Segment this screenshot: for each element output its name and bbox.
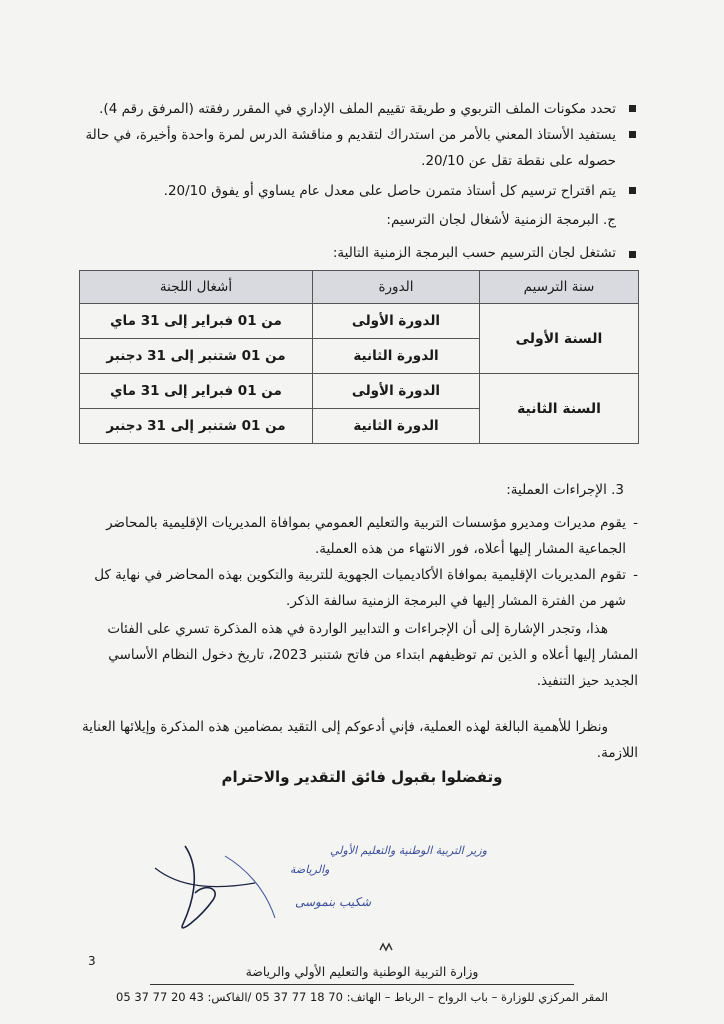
session-cell: الدورة الأولى	[313, 304, 480, 339]
bullet-item	[78, 96, 638, 122]
signature-stroke	[225, 856, 275, 918]
session-cell: الدورة الثانية	[313, 409, 480, 444]
footer-divider	[150, 984, 574, 985]
page-number: 3	[88, 954, 96, 968]
table-intro	[333, 245, 638, 261]
square-bullet-icon	[629, 105, 636, 112]
bullet-item	[78, 178, 638, 204]
period-cell: من 01 فبراير إلى 31 ماي	[80, 304, 313, 339]
table-row	[80, 374, 639, 409]
procedure-item	[78, 562, 638, 614]
paragraph-importance: ونظرا للأهمية البالغة لهذه العملية، فإني أدعوكم إلى التقيد بمضامين هذه المذكرة وإيلائها العناية اللازمة.	[82, 719, 638, 761]
procedure-item	[78, 510, 638, 562]
footer-ministry-name: وزارة التربية الوطنية والتعليم الأولي والرياضة	[245, 964, 479, 979]
period-cell: من 01 شتنبر إلى 31 دجنبر	[80, 339, 313, 374]
bullet-item	[78, 122, 638, 174]
signature-title-line1: وزير التربية الوطنية والتعليم الأولي	[330, 844, 487, 857]
header-session: الدورة	[313, 271, 480, 304]
bullet-text: يتم اقتراح ترسيم كل أستاذ متمرن حاصل على معدل عام يساوي أو يفوق 20/10.	[163, 183, 616, 199]
paragraph-scope: هذا، وتجدر الإشارة إلى أن الإجراءات و التدابير الواردة في هذه المذكرة تسري على الفئات المشار إليها أعلاه و الذين تم توظيفهم ابتداء من فاتح شتنبر 2023، تاريخ دخول النظام الأساسي الجديد حيز التنفيذ.	[107, 621, 638, 689]
signature-stamp	[125, 828, 487, 938]
session-cell: الدورة الثانية	[313, 339, 480, 374]
procedures-list	[78, 510, 638, 614]
table-row	[80, 304, 639, 339]
table-intro-text: تشتغل لجان الترسيم حسب البرمجة الزمنية التالية:	[332, 245, 616, 261]
footer-address: المقر المركزي للوزارة – باب الرواح – الرباط – الهاتف: 70 18 77 37 05 /الفاكس: 43 20 77 37 05	[116, 990, 608, 1004]
bullet-list	[78, 96, 638, 204]
year-cell: السنة الثانية	[480, 374, 639, 444]
bullet-text: تحدد مكونات الملف التربوي و طريقة تقييم الملف الإداري في المقرر رفقته (المرفق رقم 4).	[99, 101, 616, 117]
signature-title-line2: والرياضة	[290, 863, 330, 876]
dash-bullet-icon: -	[633, 515, 638, 531]
procedure-text: تقوم المديريات الإقليمية بموافاة الأكاديميات الجهوية للتربية والتكوين بهذه المحاضر في نهاية كل شهر من الفترة المشار إليها في البرمجة الزمنية سالفة الذكر.	[94, 567, 626, 609]
year-cell: السنة الأولى	[480, 304, 639, 374]
header-year: سنة الترسيم	[480, 271, 639, 304]
schedule-subheading: ج. البرمجة الزمنية لأشغال لجان الترسيم:	[386, 212, 616, 228]
period-cell: من 01 فبراير إلى 31 ماي	[80, 374, 313, 409]
square-bullet-icon	[629, 131, 636, 138]
session-cell: الدورة الأولى	[313, 374, 480, 409]
section-3-title: 3. الإجراءات العملية:	[506, 482, 624, 498]
signature-name: شكيب بنموسى	[295, 895, 372, 909]
dash-bullet-icon: -	[633, 567, 638, 583]
procedure-text: يقوم مديرات ومديرو مؤسسات التربية والتعليم العمومي بموافاة المديريات الإقليمية بالمحاضر الجماعية المشار إليها أعلاه، فور الانتهاء من هذه العملية.	[106, 515, 626, 557]
period-cell: من 01 شتنبر إلى 31 دجنبر	[80, 409, 313, 444]
bullet-text: يستفيد الأستاذ المعني بالأمر من استدراك لتقديم و مناقشة الدرس لمرة واحدة وأخيرة، في حالة حصوله على نقطة تقل عن 20/10.	[85, 127, 616, 169]
table-header-row	[80, 271, 639, 304]
schedule-table	[79, 270, 639, 444]
header-work: أشغال اللجنة	[80, 271, 313, 304]
square-bullet-icon	[629, 251, 636, 258]
signature-stroke	[155, 868, 255, 887]
square-bullet-icon	[629, 187, 636, 194]
closing-salutation: وتفضلوا بقبول فائق التقدير والاحترام	[221, 768, 503, 786]
ministry-mark-icon	[378, 942, 394, 952]
